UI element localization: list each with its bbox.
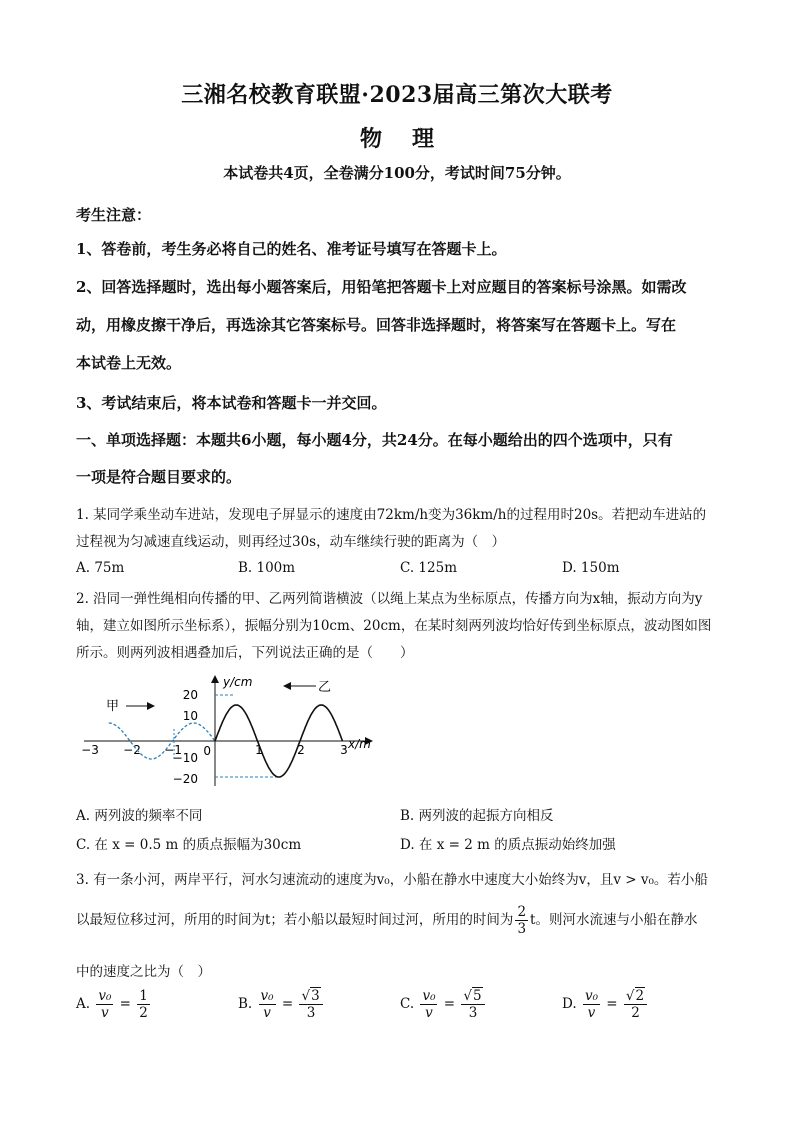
lhs-num: v₀ xyxy=(422,988,436,1004)
q3-line-2 xyxy=(76,904,697,937)
rhs-fraction xyxy=(137,988,150,1021)
y-axis-label: y/cm xyxy=(223,675,253,689)
exam-title: 三湘名校教育联盟·2023届高三第次大联考 xyxy=(181,82,613,108)
q3-line-1: 3. 有一条小河，两岸平行，河水匀速流动的速度为v₀，小船在静水中速度大小始终为v，且v > v₀。若小船 xyxy=(76,872,708,888)
lhs-num: v₀ xyxy=(584,988,598,1004)
q2-option-d: D. 在 x = 2 m 的质点振动始终加强 xyxy=(400,837,616,853)
wave-yi-label: 乙 xyxy=(318,680,332,695)
x-tick-1: 1 xyxy=(255,743,263,757)
notice-item-2-line-2: 动，用橡皮擦干净后，再选涂其它答案标号。回答非选择题时，将答案写在答题卡上。写在 xyxy=(76,316,677,334)
exam-subject: 物理 xyxy=(359,126,464,152)
q1-option-a: A. 75m xyxy=(76,560,125,576)
lhs-den: v xyxy=(101,1005,109,1021)
rhs-fraction: $\frac{√3}{3}$ xyxy=(299,988,322,1021)
lhs-den: v xyxy=(425,1005,433,1021)
lhs-fraction xyxy=(259,988,276,1021)
rhs-num: 2 xyxy=(635,988,645,1004)
rhs-num: 1 xyxy=(139,988,148,1004)
lhs-den: v xyxy=(263,1005,271,1021)
y-tick-neg20: −20 xyxy=(172,772,198,786)
rhs-fraction: $\frac{√5}{3}$ xyxy=(461,988,484,1021)
notice-item-2-line-3: 本试卷上无效。 xyxy=(76,354,182,372)
q1-line-2: 过程视为匀减速直线运动，则再经过30s，动车继续行驶的距离为（ ） xyxy=(76,534,506,550)
rhs-den: 2 xyxy=(139,1005,148,1021)
section-1-line-1: 一、单项选择题：本题共6小题，每小题4分，共24分。在每小题给出的四个选项中，只有 xyxy=(76,431,673,449)
lhs-fraction xyxy=(420,988,437,1021)
q2-line-1: 2. 沿同一弹性绳相向传播的甲、乙两列简谐横波（以绳上某点为坐标原点，传播方向为x轴，振动方向为y xyxy=(76,591,703,607)
rhs-fraction: $\frac{√2}{2}$ xyxy=(624,988,647,1021)
rhs-num: 3 xyxy=(311,988,320,1004)
x-axis-label: x/m xyxy=(348,737,371,751)
q3-option-a: A. $\frac{\text{v₀}}{v}$ = $\frac{1}{2}$ xyxy=(76,988,148,1021)
q1-option-b: B. 100m xyxy=(238,560,296,576)
y-tick-20: 20 xyxy=(182,688,198,702)
q2-line-3: 所示。则两列波相遇叠加后，下列说法正确的是（ ） xyxy=(76,645,414,661)
option-letter: B. xyxy=(238,996,253,1012)
q3-option-c: C. $\frac{\text{v₀}}{v}$ = $\frac{√5}{3}$ xyxy=(400,988,487,1021)
option-letter: D. xyxy=(562,996,577,1012)
option-letter: C. xyxy=(400,996,415,1012)
q2-option-c: C. 在 x = 0.5 m 的质点振幅为30cm xyxy=(76,837,302,853)
x-tick-neg3: −3 xyxy=(81,743,99,757)
lhs-den: v xyxy=(587,1005,596,1021)
y-tick-neg10: −10 xyxy=(172,751,198,765)
y-tick-10: 10 xyxy=(182,709,198,723)
wave-figure xyxy=(76,668,396,790)
frac-denominator: 3 xyxy=(517,921,527,937)
q2-option-a: A. 两列波的频率不同 xyxy=(76,808,203,824)
q3-line-3: 中的速度之比为（ ） xyxy=(76,964,211,980)
q3-option-d: D. $\frac{\text{v₀}}{v}$ = $\frac{√2}{2}$ xyxy=(562,988,649,1021)
rhs-num: 5 xyxy=(473,988,482,1004)
notice-item-1: 1、答卷前，考生务必将自己的姓名、准考证号填写在答题卡上。 xyxy=(76,240,507,258)
section-1-line-2: 一项是符合题目要求的。 xyxy=(76,468,242,486)
x-tick-3: 3 xyxy=(340,743,348,757)
q1-option-d: D. 150m xyxy=(562,560,620,576)
lhs-num: v₀ xyxy=(260,988,274,1004)
q3-option-b: B. $\frac{\text{v₀}}{v}$ = $\frac{√3}{3}$ xyxy=(238,988,325,1021)
x-tick-2: 2 xyxy=(297,743,305,757)
x-tick-neg1: −1 xyxy=(164,743,182,757)
origin-label: 0 xyxy=(203,744,211,758)
q3-fraction-two-thirds xyxy=(515,904,528,937)
q2-option-b: B. 两列波的起振方向相反 xyxy=(400,808,554,824)
notice-item-3: 3、考试结束后，将本试卷和答题卡一并交回。 xyxy=(76,394,387,412)
rhs-den: 3 xyxy=(468,1005,478,1021)
q3-line-2-text-a: 以最短位移过河，所用的时间为t；若小船以最短时间过河，所用的时间为 xyxy=(76,912,514,928)
wave-jia-label: 甲 xyxy=(106,699,120,714)
rhs-den: 2 xyxy=(631,1005,640,1021)
exam-info: 本试卷共4页，全卷满分100分，考试时间75分钟。 xyxy=(223,164,571,182)
lhs-fraction xyxy=(96,988,113,1021)
q3-line-2-text-b: t。则河水流速与小船在静水 xyxy=(530,912,698,928)
option-letter: A. xyxy=(76,996,91,1012)
notice-heading: 考生注意： xyxy=(76,206,152,224)
notice-item-2-line-1: 2、回答选择题时，选出每小题答案后，用铅笔把答题卡上对应题目的答案标号涂黑。如需改 xyxy=(76,278,687,296)
q2-line-2: 轴，建立如图所示坐标系），振幅分别为10cm、20cm，在某时刻两列波均恰好传到坐标原点，波动图如图 xyxy=(76,618,712,634)
lhs-num: v₀ xyxy=(98,988,112,1004)
rhs-den: 3 xyxy=(306,1005,316,1021)
q1-option-c: C. 125m xyxy=(400,560,457,576)
x-tick-neg2: −2 xyxy=(123,743,141,757)
q1-line-1: 1. 某同学乘坐动车进站，发现电子屏显示的速度由72km/h变为36km/h的过程用时20s。若把动车进站的 xyxy=(76,507,707,523)
lhs-fraction xyxy=(583,988,600,1021)
frac-numerator: 2 xyxy=(517,904,527,920)
